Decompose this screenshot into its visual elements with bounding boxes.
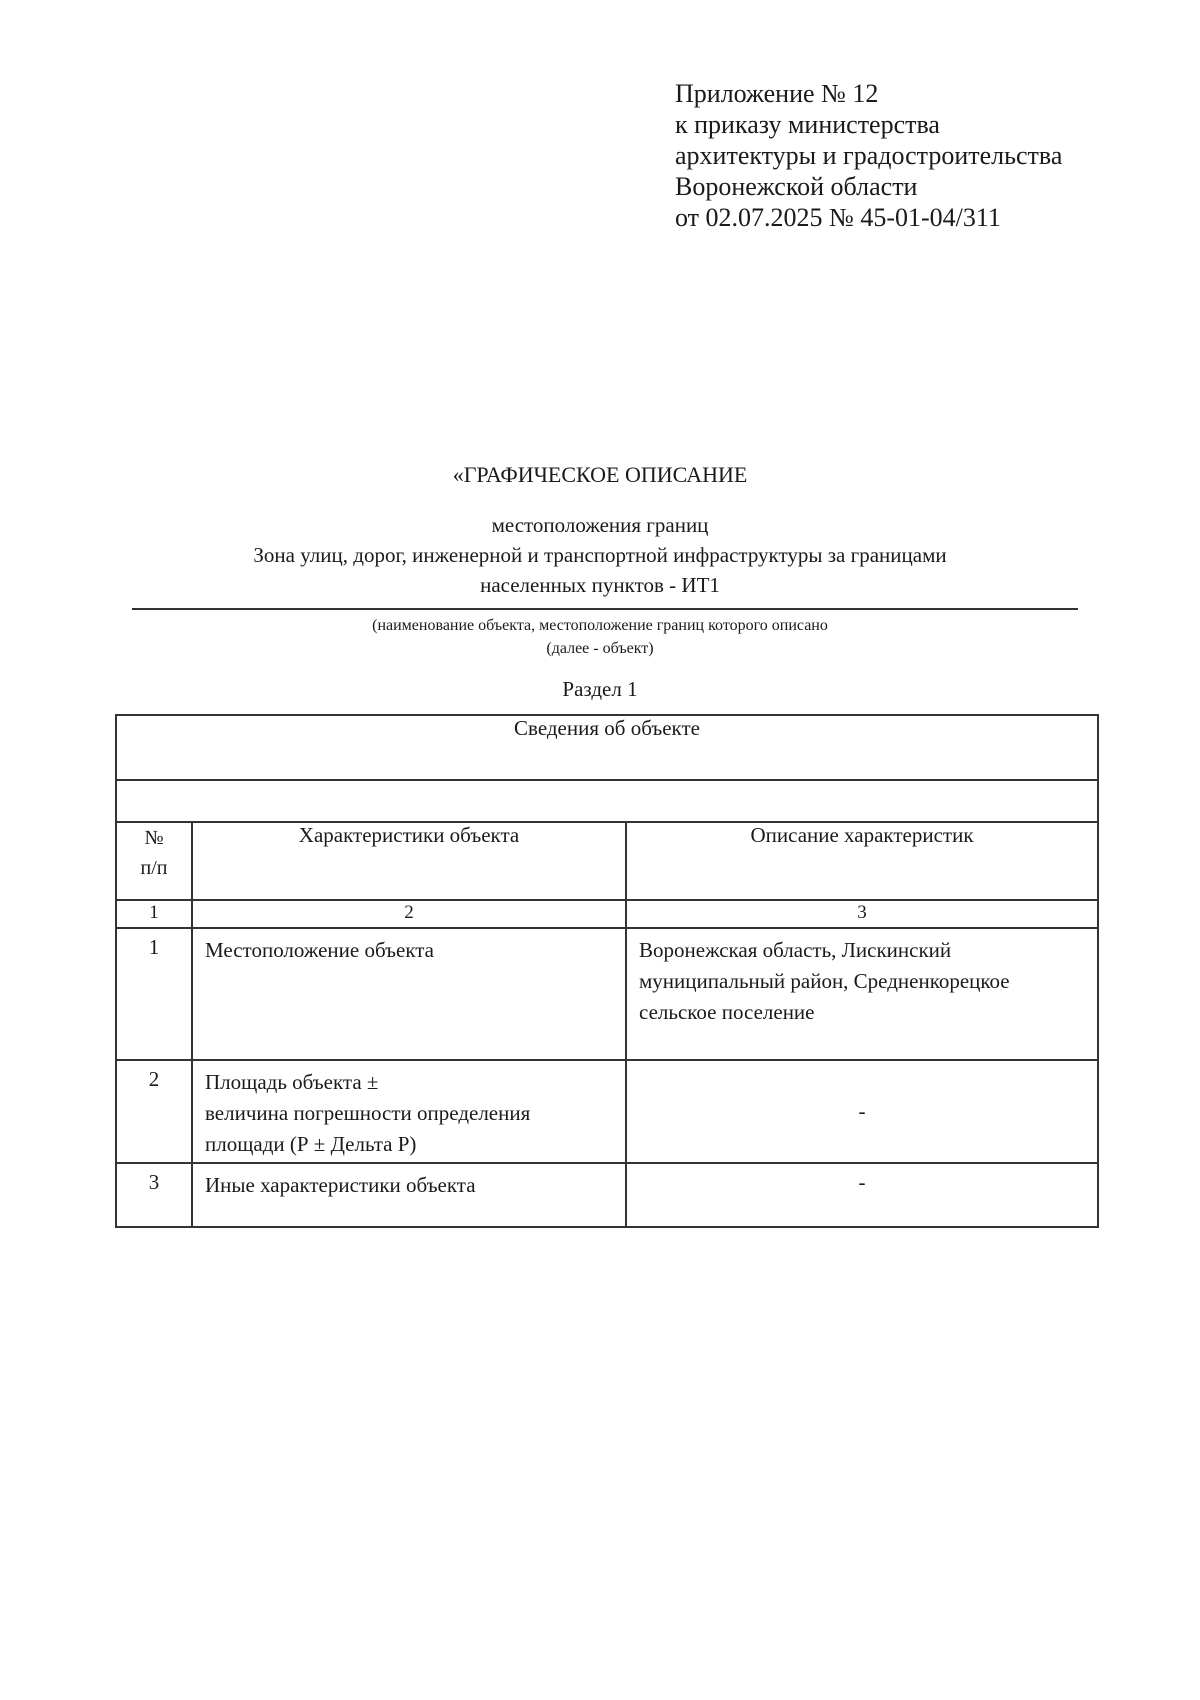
column-number: 1 (116, 900, 192, 928)
description-line: Воронежская область, Лискинский (639, 938, 952, 962)
row-description: - (626, 1060, 1098, 1163)
appendix-order-date: от 02.07.2025 № 45-01-04/311 (675, 203, 1001, 232)
row-characteristic (192, 1060, 626, 1163)
row-number: 2 (116, 1060, 192, 1163)
subtitle-line-3: населенных пунктов - ИТ1 (480, 573, 720, 597)
appendix-order-ref: к приказу министерства (675, 110, 940, 139)
appendix-number: Приложение № 12 (675, 79, 879, 108)
characteristic-line: Площадь объекта ± (205, 1070, 379, 1094)
object-caption (0, 614, 1200, 660)
table-header-row (116, 822, 1098, 900)
row-number: 3 (116, 1163, 192, 1227)
description-line: сельское поселение (639, 1000, 815, 1024)
header-characteristics: Характеристики объекта (192, 822, 626, 900)
appendix-ministry: архитектуры и градостроительства (675, 141, 1063, 170)
table-empty-row (116, 780, 1098, 822)
table-row (116, 928, 1098, 1060)
row-characteristic: Местоположение объекта (192, 928, 626, 1060)
header-num-sign: № (144, 827, 164, 849)
section-label: Раздел 1 (562, 677, 638, 701)
header-description: Описание характеристик (626, 822, 1098, 900)
document-subtitle (0, 510, 1200, 600)
subtitle-line-1: местоположения границ (491, 513, 709, 537)
description-line: муниципальный район, Средненкорецкое (639, 969, 1010, 993)
row-description: - (626, 1163, 1098, 1227)
characteristic-line: площади (Р ± Дельта Р) (205, 1132, 417, 1156)
table-row (116, 1163, 1098, 1227)
table-heading-row (116, 715, 1098, 780)
table-column-numbers-row (116, 900, 1098, 928)
characteristic-line: величина погрешности определения (205, 1101, 531, 1125)
document-title: «ГРАФИЧЕСКОЕ ОПИСАНИЕ (452, 462, 748, 487)
row-description (626, 928, 1098, 1060)
table-row (116, 1060, 1098, 1163)
appendix-region: Воронежской области (675, 172, 918, 201)
header-num (116, 822, 192, 900)
divider-line (132, 608, 1078, 610)
column-number: 3 (626, 900, 1098, 928)
object-info-table (115, 714, 1099, 1228)
empty-cell (116, 780, 1098, 822)
caption-line-1: (наименование объекта, местоположение границ которого описано (372, 617, 828, 634)
subtitle-line-2: Зона улиц, дорог, инженерной и транспортной инфраструктуры за границами (253, 543, 947, 567)
header-num-pp: п/п (140, 857, 168, 879)
caption-line-2: (далее - объект) (546, 640, 654, 657)
row-characteristic: Иные характеристики объекта (192, 1163, 626, 1227)
table-heading: Сведения об объекте (116, 715, 1098, 780)
row-number: 1 (116, 928, 192, 1060)
appendix-header (675, 78, 1062, 233)
column-number: 2 (192, 900, 626, 928)
